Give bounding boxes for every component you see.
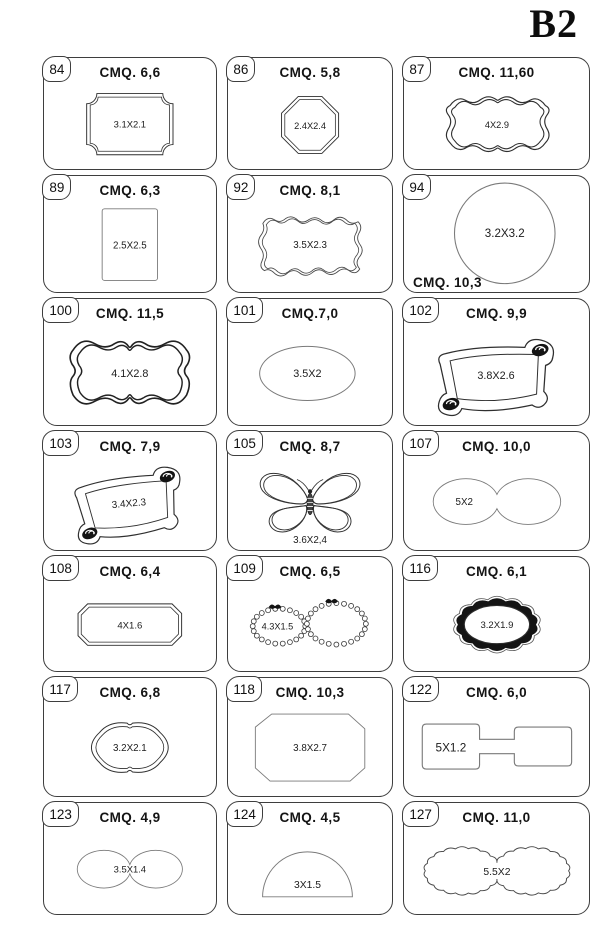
item-shape [228, 454, 392, 550]
catalog-cell-103 [43, 431, 217, 551]
item-area-label: CMQ. 7,9 [99, 439, 161, 454]
catalog-cell-87 [403, 57, 590, 170]
dimension-label: 3.2X3.2 [485, 227, 526, 240]
catalog-cell-101 [227, 298, 393, 426]
item-area-label: CMQ. 4,9 [99, 810, 161, 825]
item-number-badge: 108 [42, 555, 79, 581]
item-shape [404, 80, 589, 169]
item-number-badge: 84 [42, 56, 71, 82]
item-area-label: CMQ. 8,1 [279, 183, 341, 198]
item-number-badge: 87 [402, 56, 431, 82]
item-area-label: CMQ. 5,8 [279, 65, 341, 80]
item-shape [404, 700, 589, 796]
catalog-cell-122 [403, 677, 590, 797]
catalog-cell-108 [43, 556, 217, 672]
item-area-label: CMQ. 11,60 [458, 65, 535, 80]
item-area-label: CMQ. 8,7 [279, 439, 341, 454]
item-number-badge: 105 [226, 430, 263, 456]
item-shape [228, 198, 392, 292]
dimension-label: 3.8X2.7 [293, 743, 327, 755]
item-area-label: CMQ. 10,3 [275, 685, 345, 700]
item-area-label: CMQ.7,0 [281, 306, 339, 321]
dimension-label: 5X1.2 [435, 742, 466, 756]
item-shape [404, 321, 589, 425]
dimension-label: 3.2X1.9 [480, 620, 513, 632]
item-number-badge: 101 [226, 297, 263, 323]
dimension-label: 4.1X2.8 [111, 367, 149, 380]
item-area-label: CMQ. 11,0 [462, 810, 531, 825]
item-number-badge: 116 [402, 555, 438, 581]
catalog-cell-118 [227, 677, 393, 797]
item-number-badge: 124 [226, 801, 263, 827]
item-area-label: CMQ. 6,5 [279, 564, 341, 579]
catalog-cell-127 [403, 802, 590, 915]
item-shape [44, 198, 216, 292]
catalog-grid [43, 57, 590, 915]
item-number-badge: 92 [226, 174, 255, 200]
dimension-label: 3.5X2 [293, 367, 322, 380]
item-number-badge: 86 [226, 56, 255, 82]
item-number-badge: 100 [42, 297, 79, 323]
catalog-cell-117 [43, 677, 217, 797]
item-area-label: CMQ. 9,9 [466, 306, 527, 321]
item-area-label: CMQ. 6,0 [466, 685, 527, 700]
dimension-label: 3.5X2.3 [293, 240, 327, 252]
item-area-label: CMQ. 4,5 [279, 810, 341, 825]
catalog-cell-116 [403, 556, 590, 672]
item-number-badge: 89 [42, 174, 71, 200]
item-number-badge: 109 [226, 555, 263, 581]
catalog-cell-102 [403, 298, 590, 426]
item-area-label: CMQ. 10,0 [462, 439, 531, 454]
dimension-label: 3.6X2,4 [293, 535, 327, 547]
item-shape [44, 579, 216, 671]
item-number-badge: 122 [402, 676, 439, 702]
catalog-cell-100 [43, 298, 217, 426]
item-number-badge: 117 [42, 676, 78, 702]
item-shape [228, 80, 392, 169]
item-shape [404, 825, 589, 914]
item-number-badge: 127 [402, 801, 439, 827]
catalog-cell-94 [403, 175, 590, 293]
catalog-cell-89 [43, 175, 217, 293]
page-label: B2 [529, 1, 578, 46]
item-number-badge: 103 [42, 430, 79, 456]
item-number-badge: 94 [402, 174, 431, 200]
dimension-label: 3.1X2.1 [113, 118, 147, 130]
item-area-label: CMQ. 10,3 [413, 275, 482, 290]
item-area-label: CMQ. 6,1 [466, 564, 527, 579]
catalog-cell-86 [227, 57, 393, 170]
item-area-label: CMQ. 6,3 [99, 183, 161, 198]
item-shape [228, 321, 392, 425]
catalog-cell-105 [227, 431, 393, 551]
item-shape [228, 825, 392, 914]
item-shape [44, 454, 216, 550]
item-number-badge: 102 [402, 297, 439, 323]
catalog-cell-109 [227, 556, 393, 672]
catalog-cell-84 [43, 57, 217, 170]
item-shape [404, 579, 589, 671]
dimension-label: 5X2 [455, 497, 473, 509]
dimension-label: 3.4X2.3 [111, 497, 147, 512]
dimension-label: 3X1.5 [293, 880, 321, 892]
dimension-label: 3.2X2.1 [113, 743, 147, 755]
item-shape [44, 80, 216, 169]
catalog-cell-123 [43, 802, 217, 915]
item-area-label: CMQ. 11,5 [95, 306, 165, 321]
dimension-label: 3.8X2.6 [476, 369, 515, 382]
item-number-badge: 107 [402, 430, 439, 456]
dimension-label: 4X1.6 [117, 620, 143, 632]
item-number-badge: 118 [226, 676, 262, 702]
item-shape [44, 700, 216, 796]
dimension-label: 2.5X2.5 [113, 241, 147, 253]
item-shape [44, 825, 216, 914]
dimension-label: 5.5X2 [482, 867, 511, 879]
catalog-cell-92 [227, 175, 393, 293]
dimension-label: 2.4X2.4 [294, 121, 326, 132]
item-shape [44, 321, 216, 425]
item-area-label: CMQ. 6,6 [99, 65, 161, 80]
catalog-cell-124 [227, 802, 393, 915]
dimension-label: 4.3X1.5 [261, 621, 294, 632]
item-shape [406, 178, 587, 290]
dimension-label: 4X2.9 [484, 120, 509, 131]
catalog-cell-107 [403, 431, 590, 551]
item-area-label: CMQ. 6,4 [99, 564, 161, 579]
item-area-label: CMQ. 6,8 [99, 685, 161, 700]
dimension-label: 3.5X1.4 [113, 863, 147, 875]
item-shape [404, 454, 589, 550]
item-shape [228, 700, 392, 796]
item-shape [228, 579, 392, 671]
item-number-badge: 123 [42, 801, 79, 827]
